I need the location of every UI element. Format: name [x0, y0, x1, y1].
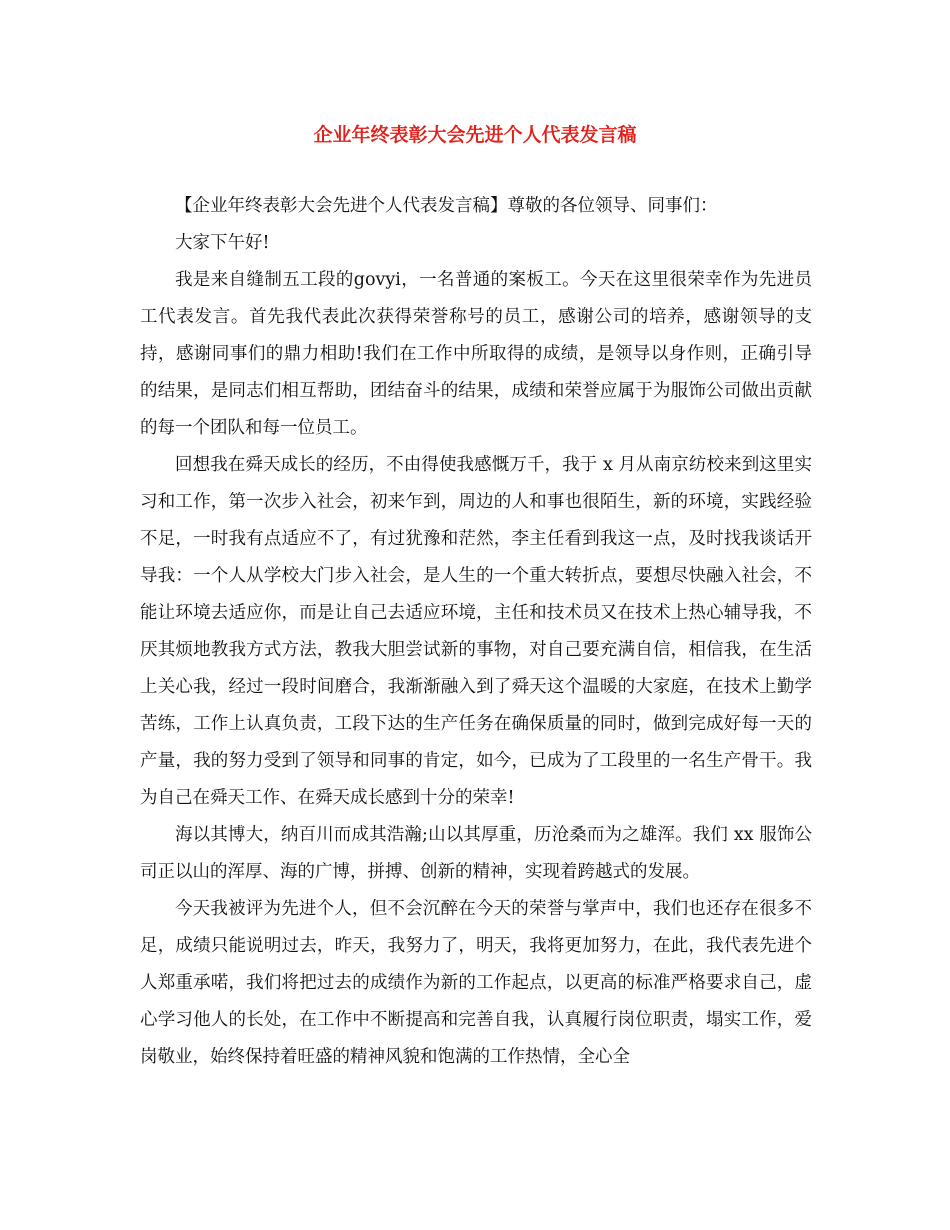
paragraph-greeting: 【企业年终表彰大会先进个人代表发言稿】尊敬的各位领导、同事们： [175, 196, 718, 216]
paragraph-company: 海以其博大，纳百川而成其浩瀚;山以其厚重，历沧桑而为之雄浑。我们 xx 服饰公司正以山的浑厚、海的广博，拼搏、创新的精神，实现着跨越式的发展。 [140, 825, 812, 882]
paragraph-salutation: 大家下午好! [175, 233, 270, 253]
paragraph-commitment: 今天我被评为先进个人，但不会沉醉在今天的荣誉与掌声中，我们也还存在很多不足，成绩只能说明过去，昨天，我努力了，明天，我将更加努力，在此，我代表先进个人郑重承喏，我们将把过去的成绩作为新的工作起点，以更高的标准严格要求自己，虚心学习他人的长处，在工作中不断提高和完善自我，认真履行岗位职责，塌实工作，爱岗敬业，始终保持着旺盛的精神风貌和饱满的工作热情，全心全 [140, 899, 812, 1067]
document-title: 企业年终表彰大会先进个人代表发言稿 [313, 124, 637, 146]
paragraph-introduction: 我是来自缝制五工段的govyi，一名普通的案板工。今天在这里很荣幸作为先进员工代表发言。首先我代表此次获得荣誉称号的员工，感谢公司的培养，感谢领导的支持，感谢同事们的鼎力相助!我们在工作中所取得的成绩，是领导以身作则，正确引导的结果，是同志们相互帮助，团结奋斗的结果，成绩和荣誉应属于为服饰公司做出贡献的每一个团队和每一位员工。 [140, 270, 812, 438]
paragraph-experience: 回想我在舜天成长的经历，不由得使我感慨万千，我于 x 月从南京纺校来到这里实习和工作，第一次步入社会，初来乍到，周边的人和事也很陌生，新的环境，实践经验不足，一时我有点适应不了，有过犹豫和茫然，李主任看到我这一点，及时找我谈话开导我：一个人从学校大门步入社会，是人生的一个重大转折点，要想尽快融入社会，不能让环境去适应你，而是让自己去适应环境，主任和技术员又在技术上热心辅导我，不厌其烦地教我方式方法，教我大胆尝试新的事物，对自己要充满自信，相信我，在生活上关心我，经过一段时间磨合，我渐渐融入到了舜天这个温暖的大家庭，在技术上勤学苦练，工作上认真负责，工段下达的生产任务在确保质量的同时，做到完成好每一天的产量，我的努力受到了领导和同事的肯定，如今，已成为了工段里的一名生产骨干。我为自己在舜天工作、在舜天成长感到十分的荣幸! [140, 455, 812, 808]
document-body [140, 188, 812, 1076]
